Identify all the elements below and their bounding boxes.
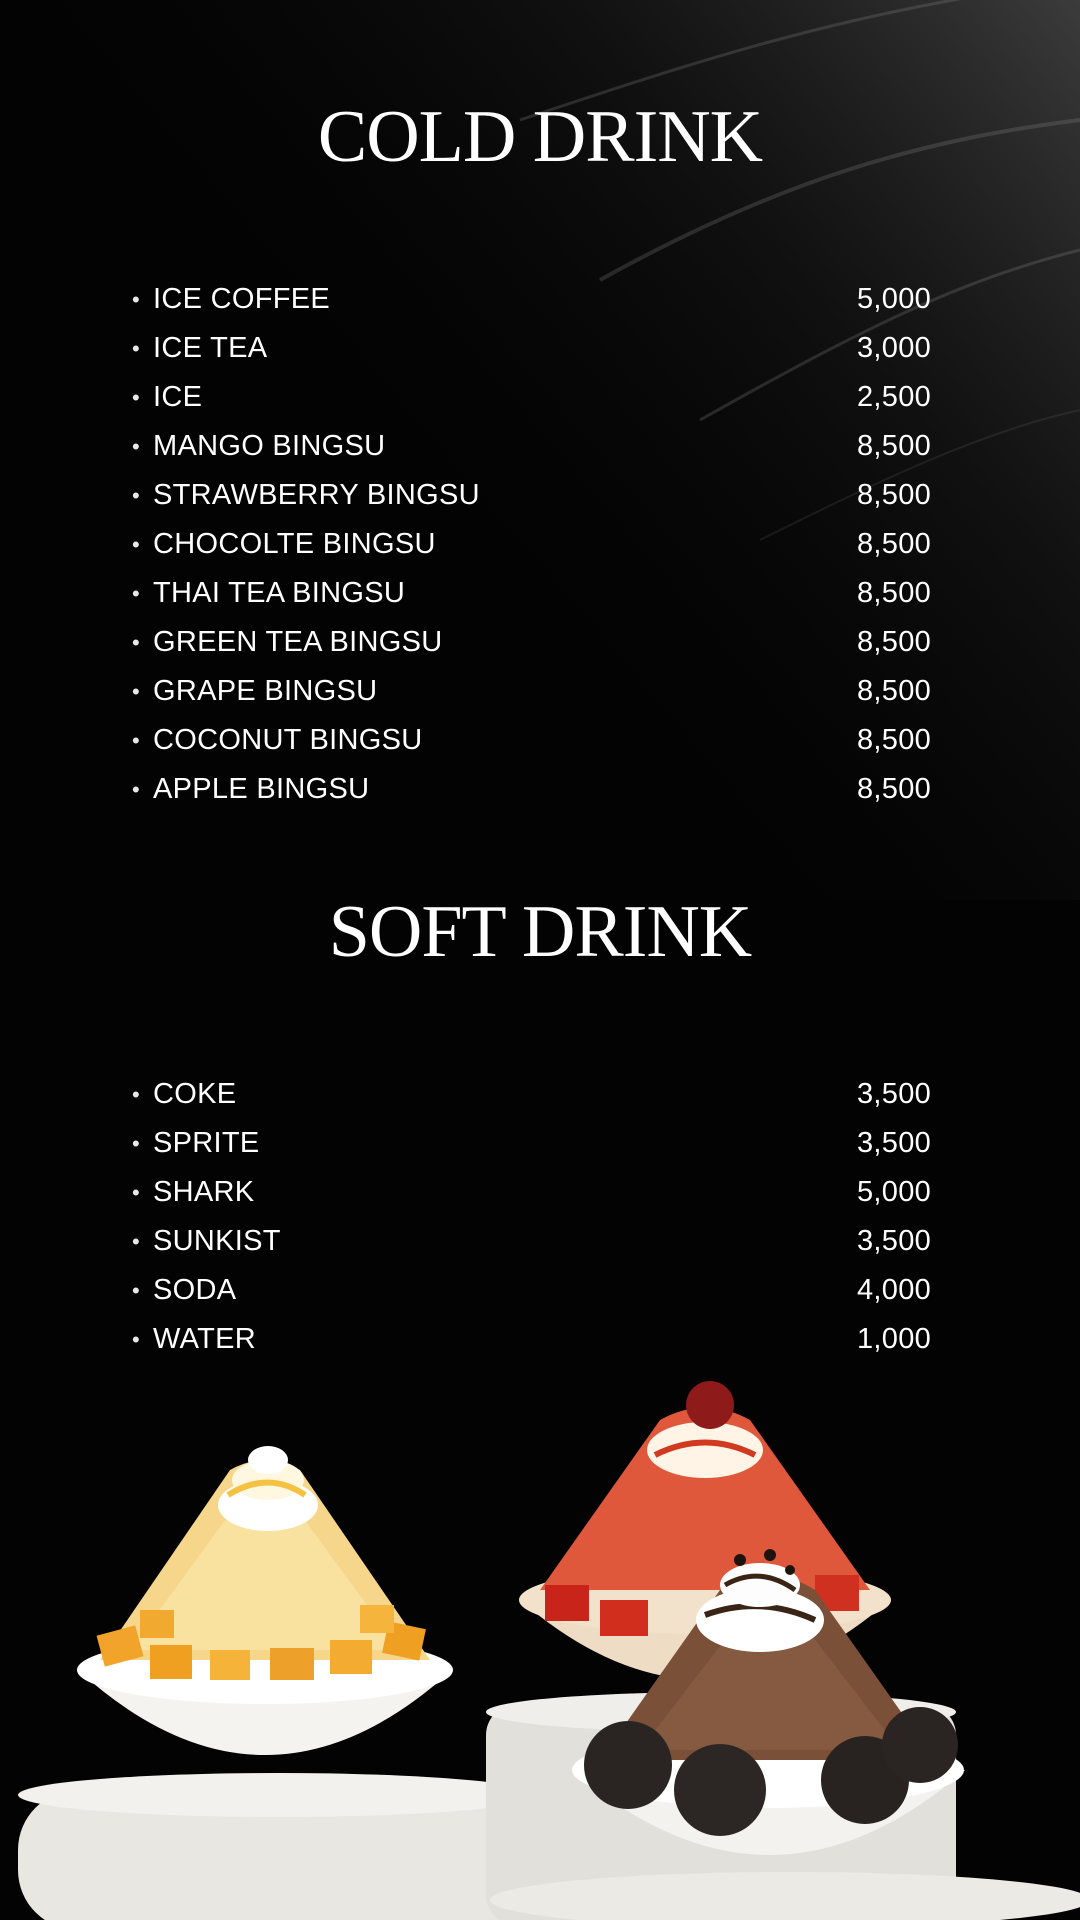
menu-item-name: MANGO BINGSU <box>153 430 386 462</box>
menu-item-price: 8,500 <box>857 675 932 707</box>
menu-item <box>132 1119 952 1168</box>
menu-item-price: 3,500 <box>857 1127 932 1159</box>
menu-item-name: SUNKIST <box>153 1225 281 1257</box>
menu-item-name: SPRITE <box>153 1127 260 1159</box>
bullet-icon: • <box>132 434 141 459</box>
menu-item-name: SHARK <box>153 1176 255 1208</box>
menu-item-price: 3,000 <box>857 332 932 364</box>
menu-item <box>132 422 952 471</box>
menu-item-price: 2,500 <box>857 381 932 413</box>
bullet-icon: • <box>132 1180 141 1205</box>
menu-item-name: ICE TEA <box>153 332 268 364</box>
bullet-icon: • <box>132 728 141 753</box>
menu-item-price: 8,500 <box>857 773 932 805</box>
bullet-icon: • <box>132 336 141 361</box>
menu-item <box>132 1266 952 1315</box>
menu-item-name: CHOCOLTE BINGSU <box>153 528 436 560</box>
cold-drink-title: COLD DRINK <box>317 96 763 178</box>
menu-item <box>132 275 952 324</box>
menu-item-price: 8,500 <box>857 577 932 609</box>
menu-item-name: STRAWBERRY BINGSU <box>153 479 480 511</box>
bullet-icon: • <box>132 630 141 655</box>
bullet-icon: • <box>132 679 141 704</box>
bullet-icon: • <box>132 1327 141 1352</box>
menu-item-name: GREEN TEA BINGSU <box>153 626 443 658</box>
bingsu-photos <box>0 1340 1080 1920</box>
menu-item <box>132 716 952 765</box>
menu-item-name: SODA <box>153 1274 237 1306</box>
bullet-icon: • <box>132 777 141 802</box>
menu-item <box>132 373 952 422</box>
menu-item-price: 4,000 <box>857 1274 932 1306</box>
soft-drink-menu <box>132 1070 952 1364</box>
bullet-icon: • <box>132 287 141 312</box>
menu-item <box>132 1168 952 1217</box>
menu-item-price: 8,500 <box>857 430 932 462</box>
menu-item-name: WATER <box>153 1323 256 1355</box>
menu-item-name: ICE COFFEE <box>153 283 331 315</box>
bullet-icon: • <box>132 483 141 508</box>
bullet-icon: • <box>132 581 141 606</box>
menu-item-price: 8,500 <box>857 724 932 756</box>
menu-item-price: 1,000 <box>857 1323 932 1355</box>
menu-item <box>132 569 952 618</box>
menu-item <box>132 667 952 716</box>
menu-item-name: COKE <box>153 1078 237 1110</box>
menu-item-name: APPLE BINGSU <box>153 773 370 805</box>
menu-item-price: 8,500 <box>857 626 932 658</box>
bullet-icon: • <box>132 385 141 410</box>
menu-item <box>132 324 952 373</box>
menu-item-name: ICE <box>153 381 203 413</box>
menu-item-name: THAI TEA BINGSU <box>153 577 406 609</box>
soft-drink-title: SOFT DRINK <box>328 891 752 973</box>
bullet-icon: • <box>132 1278 141 1303</box>
menu-item-price: 8,500 <box>857 479 932 511</box>
cold-drink-menu <box>132 275 952 814</box>
bullet-icon: • <box>132 532 141 557</box>
mango-bingsu-image <box>77 1446 453 1755</box>
menu-item <box>132 520 952 569</box>
menu-item-name: GRAPE BINGSU <box>153 675 378 707</box>
menu-item-name: COCONUT BINGSU <box>153 724 423 756</box>
bullet-icon: • <box>132 1131 141 1156</box>
menu-item <box>132 471 952 520</box>
menu-item-price: 3,500 <box>857 1078 932 1110</box>
menu-item <box>132 1217 952 1266</box>
menu-item-price: 3,500 <box>857 1225 932 1257</box>
menu-item <box>132 1070 952 1119</box>
menu-item-price: 5,000 <box>857 283 932 315</box>
menu-item <box>132 618 952 667</box>
menu-item-price: 8,500 <box>857 528 932 560</box>
menu-item-price: 5,000 <box>857 1176 932 1208</box>
bullet-icon: • <box>132 1082 141 1107</box>
bullet-icon: • <box>132 1229 141 1254</box>
menu-item <box>132 765 952 814</box>
